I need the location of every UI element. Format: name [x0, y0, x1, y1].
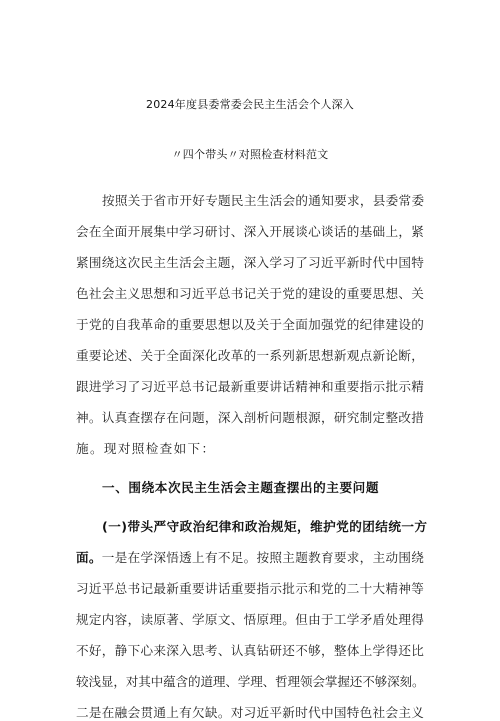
- document-title-line-2: 〃四个带头〃对照检查材料范文: [171, 148, 329, 161]
- intro-line: 色社会主义思想和习近平总书记关于党的建设的重要思想、关: [76, 286, 425, 301]
- body-line: 较浅显，对其中蕴含的道理、学理、哲理领会掌握还不够深刻。: [76, 674, 425, 689]
- body-line: 不好，静下心来深入思考、认真钻研还不够，整体上学得还比: [76, 643, 425, 658]
- section-heading: 一、围绕本次民主生活会主题查摆出的主要问题: [102, 480, 380, 495]
- subsection-continuation-line: [76, 547, 426, 566]
- body-line: 习近平总书记最新重要讲话重要指示批示和党的二十大精神等: [76, 581, 425, 596]
- intro-line: 于党的自我革命的重要思想以及关于全面加强党的纪律建设的: [76, 317, 425, 332]
- intro-line: 神。认真查摆存在问题，深入剖析问题根源，研究制定整改措: [76, 410, 425, 425]
- intro-line: 重要论述、关于全面深化改革的一系列新思想新观点新论断，: [76, 348, 425, 363]
- document-title-line-1: 2024年度县委常委会民主生活会个人深入: [146, 98, 354, 111]
- subsection-heading: (一)带头严守政治纪律和政治规矩，维护党的团结统一方: [102, 519, 428, 534]
- body-line: 规定内容，读原著、学原文、悟原理。但由于工学矛盾处理得: [76, 612, 425, 627]
- body-text-segment: 一是在学深悟透上有不足。按照主题教育要求，主动围绕: [101, 550, 425, 565]
- intro-line: 紧围绕这次民主生活会主题，深入学习了习近平新时代中国特: [76, 255, 425, 270]
- body-line: 二是在融会贯通上有欠缺。对习近平新时代中国特色社会主义: [76, 705, 425, 720]
- intro-line: 施。现对照检查如下：: [76, 441, 216, 456]
- subsection-heading-end: 面。: [76, 550, 102, 565]
- intro-line: 按照关于省市开好专题民主生活会的通知要求，县委常委: [102, 193, 425, 208]
- intro-line: 跟进学习了习近平总书记最新重要讲话精神和重要指示批示精: [76, 379, 425, 394]
- intro-line: 会在全面开展集中学习研讨、深入开展谈心谈话的基础上，紧: [76, 224, 425, 239]
